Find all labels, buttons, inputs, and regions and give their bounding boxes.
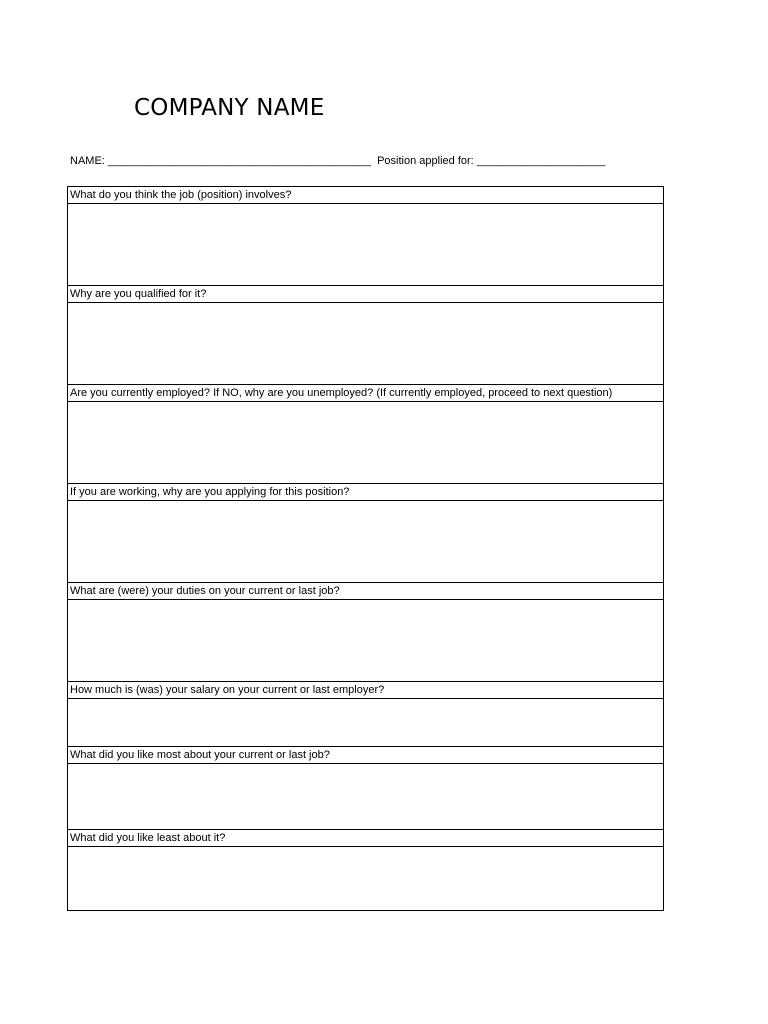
name-label: NAME: [70, 155, 105, 167]
answer-field[interactable] [68, 501, 664, 583]
position-field[interactable]: _____________________ [476, 155, 606, 167]
answer-field[interactable] [68, 402, 664, 484]
applicant-header-line [70, 153, 605, 169]
answer-field[interactable] [68, 204, 664, 286]
question-label: Why are you qualified for it? [68, 286, 664, 303]
question-label: What are (were) your duties on your current or last job? [68, 583, 664, 600]
company-name: COMPANY NAME [134, 95, 325, 121]
answer-field[interactable] [68, 699, 664, 747]
position-label: Position applied for: [377, 155, 474, 167]
question-label: What did you like most about your current or last job? [68, 747, 664, 764]
question-label: How much is (was) your salary on your current or last employer? [68, 682, 664, 699]
answer-field[interactable] [68, 764, 664, 830]
question-label: If you are working, why are you applying for this position? [68, 484, 664, 501]
answer-field[interactable] [68, 847, 664, 911]
questionnaire-table [67, 186, 664, 911]
answer-field[interactable] [68, 600, 664, 682]
question-label: What did you like least about it? [68, 830, 664, 847]
answer-field[interactable] [68, 303, 664, 385]
question-label: Are you currently employed? If NO, why are you unemployed? (If currently employed, proceed to next question) [68, 385, 664, 402]
name-field[interactable]: ___________________________________________ [107, 155, 371, 167]
question-label: What do you think the job (position) involves? [68, 187, 664, 204]
